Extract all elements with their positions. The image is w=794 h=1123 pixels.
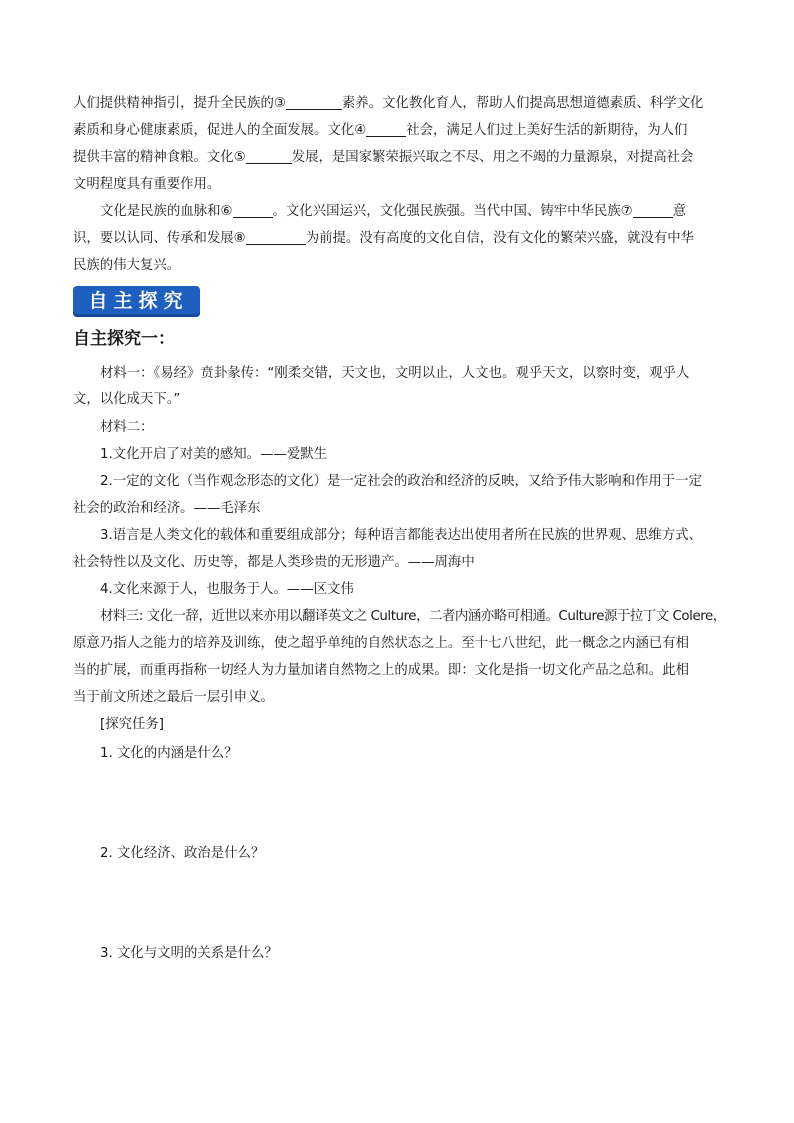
task-label: [探究任务] [100, 717, 165, 732]
question-1: 1. 文化的内涵是什么？ [100, 746, 238, 761]
section-badge [73, 286, 200, 317]
material-line: 当的扩展，而重再指称一切经人为力量加诸自然物之上的成果。即：文化是指一切文化产品之总和。此相 [73, 663, 689, 678]
text-segment: 人们提供精神指引，提升全民族的③ [73, 96, 286, 111]
fill-blank-7 [633, 201, 673, 218]
material-line: 2.一定的文化（当作观念形态的文化）是一定社会的政治和经济的反映，又给予伟大影响和作用于一定 [100, 474, 702, 489]
text-segment: 发展，是国家繁荣振兴取之不尽、用之不竭的力量源泉，对提高社会 [291, 150, 694, 165]
fill-blank-4 [366, 120, 406, 137]
text-segment: 提供丰富的精神食粮。文化⑤ [73, 150, 246, 165]
text-segment: 素养。文化教化育人，帮助人们提高思想道德素质、科学文化 [341, 96, 704, 111]
text-segment: 。文化兴国运兴，文化强民族强。当代中国、铸牢中华民族⑦ [272, 204, 633, 219]
text-segment: 文化是民族的血脉和⑥ [100, 204, 233, 219]
material-line: 原意乃指人之能力的培养及训练，使之超乎单纯的自然状态之上。至十七八世纪，此一概念之内涵已有相 [73, 636, 689, 651]
material-line: 材料二： [100, 420, 154, 435]
question-3: 3. 文化与文明的关系是什么？ [100, 946, 278, 961]
section-heading: 自主探究一： [73, 329, 175, 349]
text-line [73, 90, 723, 117]
text-segment: 识，要以认同、传承和发展⑧ [73, 231, 246, 246]
material-line: 当于前文所述之最后一层引申义。 [73, 690, 274, 705]
fill-blank-3 [286, 93, 342, 110]
fill-blank-8 [246, 228, 306, 245]
intro-paragraphs [73, 90, 723, 279]
text-segment: 社会，满足人们过上美好生活的新期待，为人们 [406, 123, 688, 138]
material-line: 社会的政治和经济。——毛泽东 [73, 501, 261, 516]
text-line [73, 117, 723, 144]
text-line [73, 225, 723, 252]
fill-blank-6 [233, 201, 273, 218]
material-line: 1.文化开启了对美的感知。——爱默生 [100, 447, 328, 462]
material-line: 材料一：《易经》贲卦彖传：“刚柔交错，天文也，文明以止，人文也。观乎天文，以察时变，观乎人 [100, 366, 690, 381]
text-line [73, 198, 723, 225]
material-line: 文，以化成天下。” [73, 392, 181, 407]
text-line: 文明程度具有重要作用。 [73, 177, 221, 192]
text-line [73, 144, 723, 171]
material-line: 3.语言是人类文化的载体和重要组成部分；每种语言都能表达出使用者所在民族的世界观、思维方式、 [100, 528, 702, 543]
section-badge-label: 自主探究 [88, 290, 189, 312]
material-line: 4.文化来源于人，也服务于人。——区文伟 [100, 582, 354, 597]
text-segment: 意 [672, 204, 687, 219]
text-line: 民族的伟大复兴。 [73, 258, 181, 273]
material-line: 社会特性以及文化、历史等，都是人类珍贵的无形遗产。——周海中 [73, 555, 475, 570]
material-line: 材料三: 文化一辞，近世以来亦用以翻译英文之 Culture，二者内涵亦略可相通。Culture源于拉丁文 Colere， [100, 609, 726, 624]
text-segment: 为前提。没有高度的文化自信，没有文化的繁荣兴盛，就没有中华 [305, 231, 695, 246]
fill-blank-5 [246, 147, 292, 164]
text-segment: 素质和身心健康素质，促进人的全面发展。文化④ [73, 123, 367, 138]
question-2: 2. 文化经济、政治是什么？ [100, 846, 265, 861]
